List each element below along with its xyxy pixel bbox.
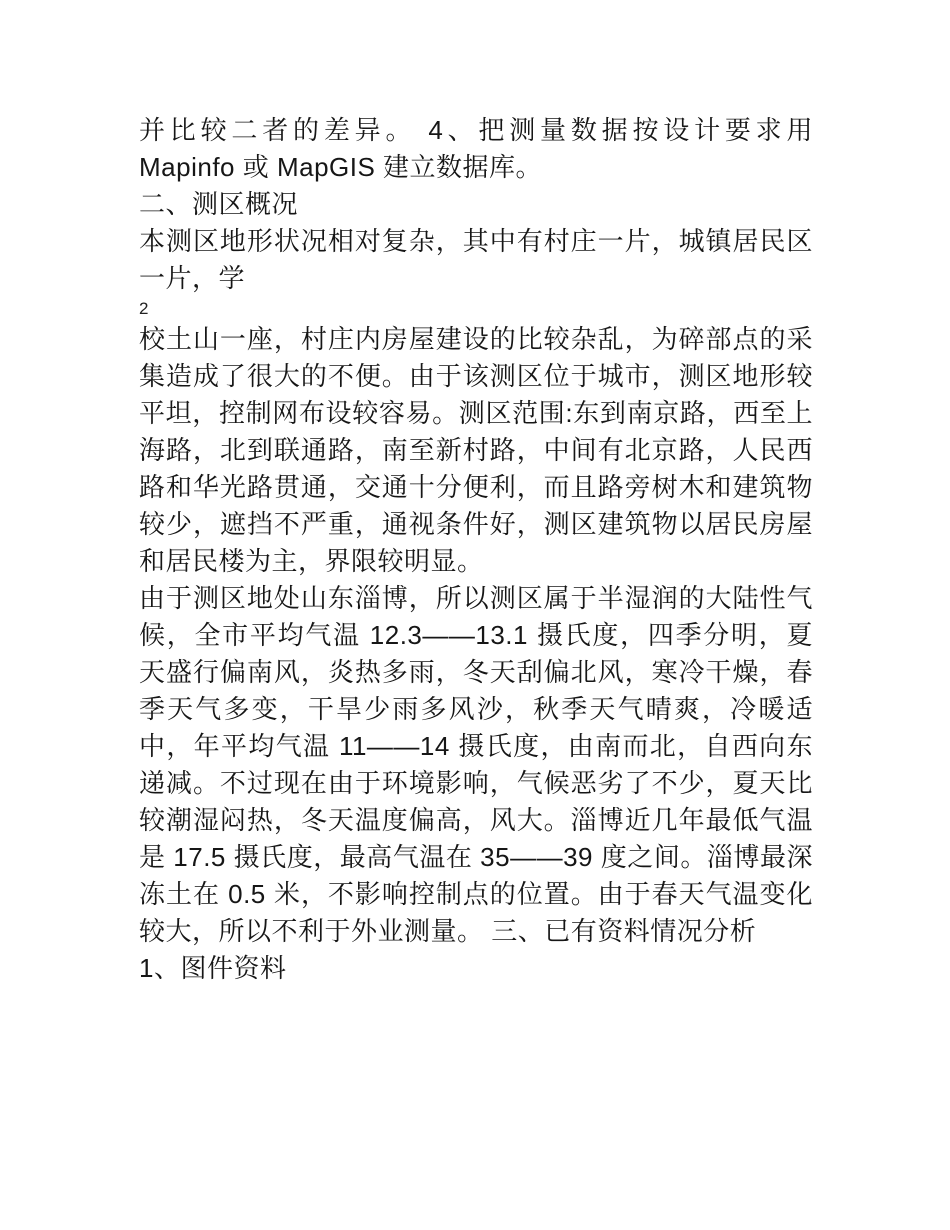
paragraph-climate-detail: 由于测区地处山东淄博，所以测区属于半湿润的大陆性气候，全市平均气温 12.3——13.1 摄氏度，四季分明，夏天盛行偏南风，炎热多雨，冬天刮偏北风，寒冷干燥，春季天气多变，干旱少雨多风沙，秋季天气晴爽，冷暖适中，年平均气温 11——14 摄氏度，由南而北，自西向东递减。不过现在由于环境影响，气候恶劣了不少，夏天比较潮湿闷热，冬天温度偏高，风大。淄博近几年最低气温是 17.5 摄氏度，最高气温在 35——39 度之间。淄博最深冻土在 0.5 米，不影响控制点的位置。由于春天气温变化较大，所以不利于外业测量。 三、已有资料情况分析: [139, 583, 813, 946]
paragraph-tasks-continued: 并比较二者的差异。 4、把测量数据按设计要求用 Mapinfo 或 MapGIS 建立数据库。: [139, 115, 813, 182]
item-heading-map-materials: 1、图件资料: [139, 953, 287, 983]
page-number: 2: [139, 299, 149, 318]
paragraph-terrain-detail: 校土山一座，村庄内房屋建设的比较杂乱，为碎部点的采集造成了很大的不便。由于该测区位于城市，测区地形较平坦，控制网布设较容易。测区范围:东到南京路，西至上海路，北到联通路，南至新村路，中间有北京路，人民西路和华光路贯通，交通十分便利，而且路旁树木和建筑物较少，遮挡不严重，通视条件好，测区建筑物以居民房屋和居民楼为主，界限较明显。: [139, 324, 813, 576]
section-heading-survey-area-overview: 二、测区概况: [139, 189, 299, 219]
paragraph-terrain-intro: 本测区地形状况相对复杂，其中有村庄一片，城镇居民区一片，学: [139, 226, 813, 293]
